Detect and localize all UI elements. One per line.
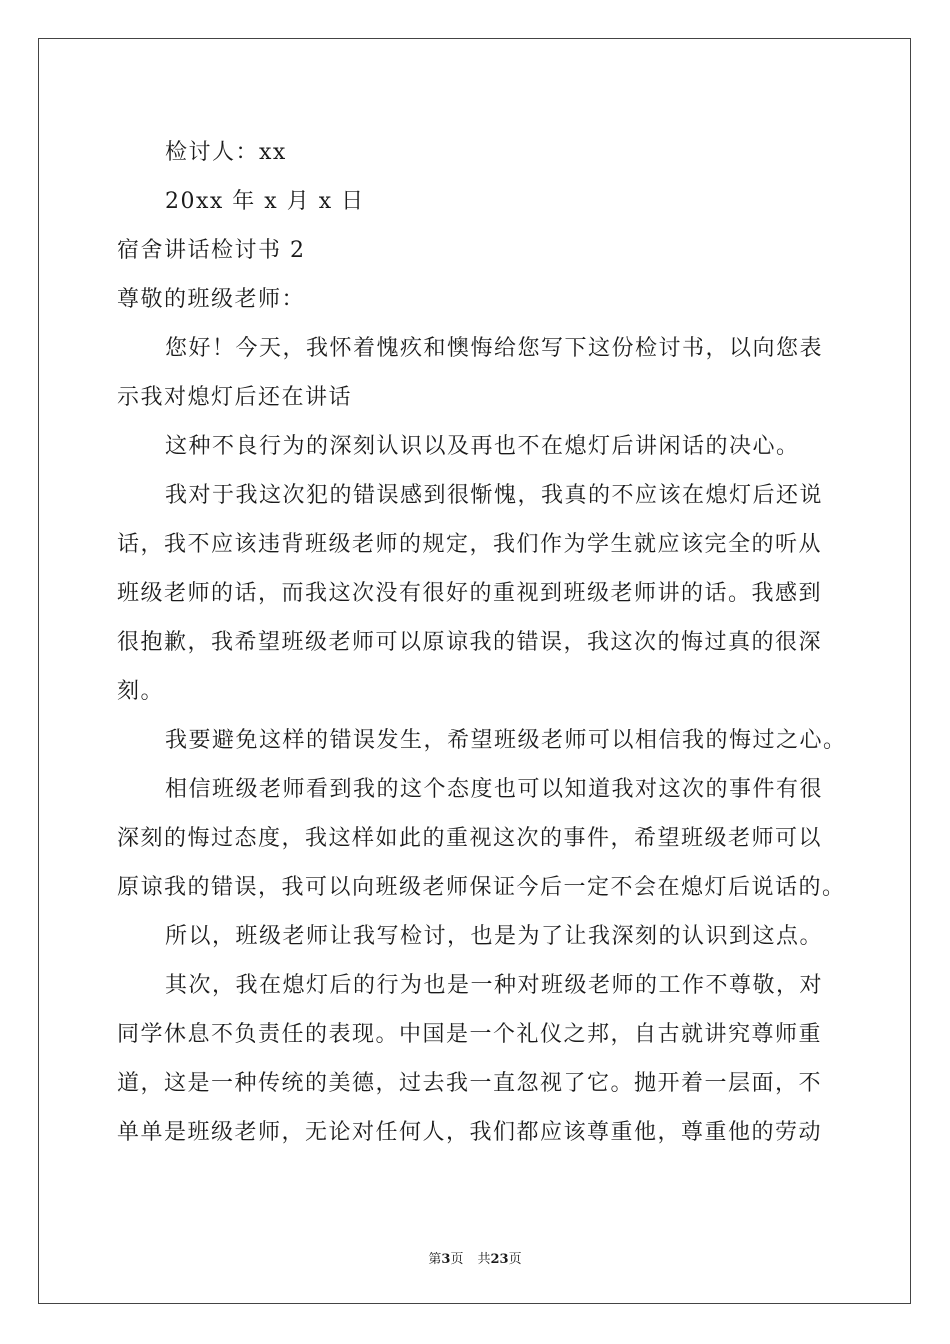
paragraph-line: 话，我不应该违背班级老师的规定，我们作为学生就应该完全的听从 bbox=[117, 532, 823, 557]
page-suffix: 页 bbox=[450, 1252, 464, 1267]
paragraph-line: 班级老师的话，而我这次没有很好的重视到班级老师讲的话。我感到 bbox=[117, 581, 823, 606]
paragraph-line: 很抱歉，我希望班级老师可以原谅我的错误，我这次的悔过真的很深 bbox=[117, 630, 823, 655]
total-prefix: 共 bbox=[477, 1252, 491, 1267]
paragraph-line: 单单是班级老师，无论对任何人，我们都应该尊重他，尊重他的劳动 bbox=[117, 1120, 823, 1145]
paragraph-line: 我要避免这样的错误发生，希望班级老师可以相信我的悔过之心。 bbox=[165, 728, 847, 753]
paragraph-line: 深刻的悔过态度，我这样如此的重视这次的事件，希望班级老师可以 bbox=[117, 826, 823, 851]
total-pages-number: 23 bbox=[490, 1252, 509, 1267]
date-line: 20xx 年 x 月 x 日 bbox=[165, 189, 365, 214]
paragraph-line: 您好！今天，我怀着愧疚和懊悔给您写下这份检讨书，以向您表 bbox=[165, 336, 824, 361]
section-title: 宿舍讲话检讨书 2 bbox=[117, 238, 306, 263]
current-page-number: 3 bbox=[441, 1252, 451, 1267]
paragraph-line: 所以，班级老师让我写检讨，也是为了让我深刻的认识到这点。 bbox=[165, 924, 824, 949]
paragraph-line: 我对于我这次犯的错误感到很惭愧，我真的不应该在熄灯后还说 bbox=[165, 483, 824, 508]
document-body bbox=[117, 128, 847, 1157]
paragraph-line: 同学休息不负责任的表现。中国是一个礼仪之邦，自古就讲究尊师重 bbox=[117, 1022, 823, 1047]
page-prefix: 第 bbox=[428, 1252, 442, 1267]
paragraph-line: 道，这是一种传统的美德，过去我一直忽视了它。抛开着一层面，不 bbox=[117, 1071, 823, 1096]
paragraph-line: 相信班级老师看到我的这个态度也可以知道我对这次的事件有很 bbox=[165, 777, 824, 802]
paragraph-line: 其次，我在熄灯后的行为也是一种对班级老师的工作不尊敬，对 bbox=[165, 973, 824, 998]
paragraph-line: 刻。 bbox=[117, 679, 165, 704]
paragraph-line: 示我对熄灯后还在讲话 bbox=[117, 385, 353, 410]
page-footer bbox=[0, 1248, 950, 1267]
signature-line: 检讨人：xx bbox=[165, 140, 287, 165]
paragraph-line: 这种不良行为的深刻认识以及再也不在熄灯后讲闲话的决心。 bbox=[165, 434, 800, 459]
salutation: 尊敬的班级老师： bbox=[117, 287, 306, 312]
paragraph-line: 原谅我的错误，我可以向班级老师保证今后一定不会在熄灯后说话的。 bbox=[117, 875, 846, 900]
total-suffix: 页 bbox=[508, 1252, 522, 1267]
